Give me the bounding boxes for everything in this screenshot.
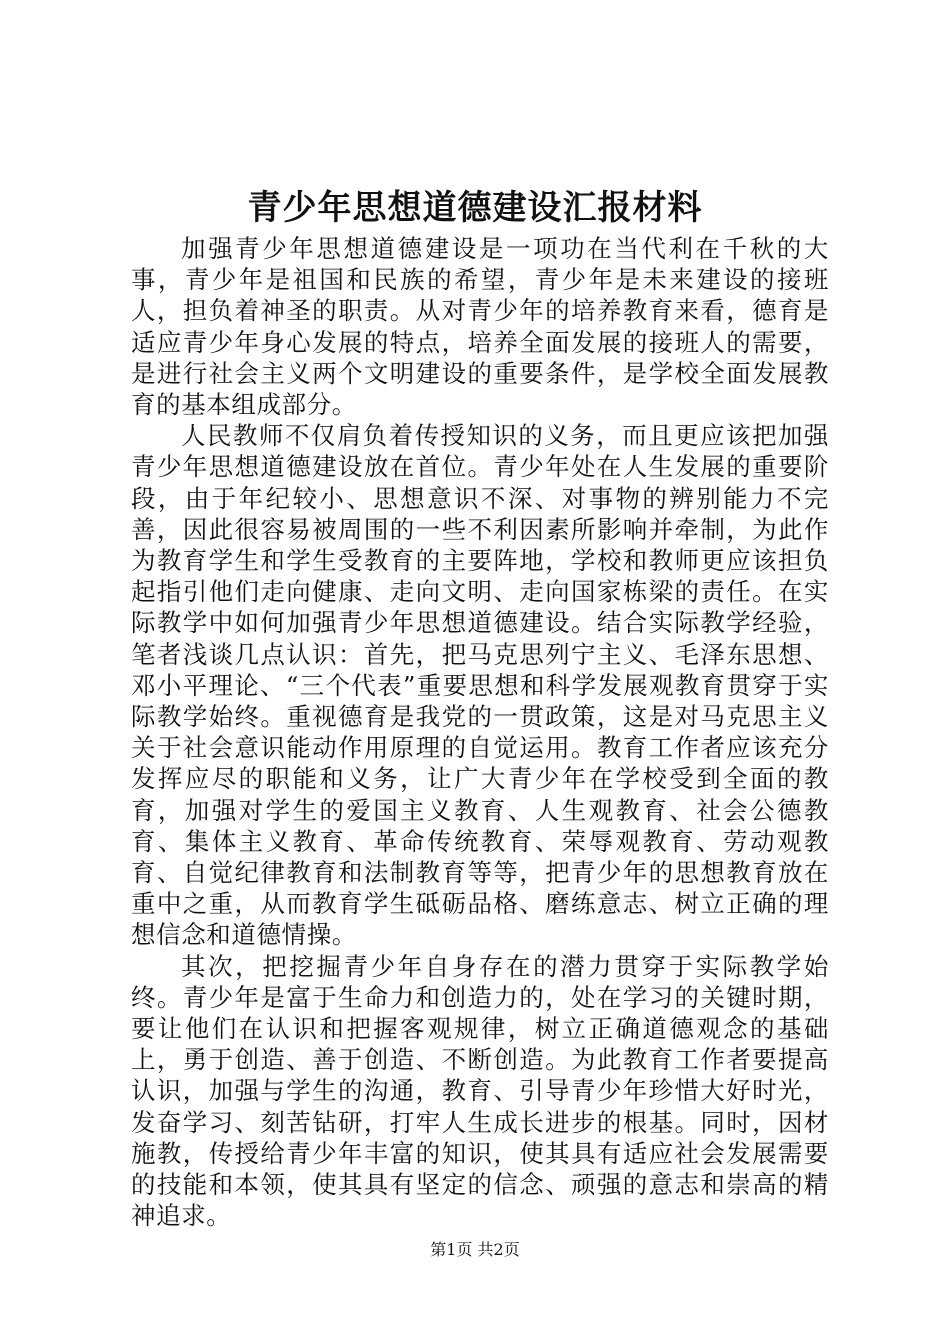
document-title: 青少年思想道德建设汇报材料 xyxy=(247,188,703,228)
document-body xyxy=(131,233,829,1232)
paragraph-3: 其次，把挖掘青少年自身存在的潜力贯穿于实际教学始终。青少年是富于生命力和创造力的，处在学习的关键时期，要让他们在认识和把握客观规律，树立正确道德观念的基础上，勇于创造、善于创造、不断创造。为此教育工作者要提高认识，加强与学生的沟通，教育、引导青少年珍惜大好时光，发奋学习、刻苦钻研，打牢人生成长进步的根基。同时，因材施教，传授给青少年丰富的知识，使其具有适应社会发展需要的技能和本领，使其具有坚定的信念、顽强的意志和崇高的精神追求。 xyxy=(131,951,829,1231)
page-footer xyxy=(0,1240,950,1260)
page-number: 第1页 共2页 xyxy=(430,1240,520,1259)
paragraph-2: 人民教师不仅肩负着传授知识的义务，而且更应该把加强青少年思想道德建设放在首位。青少年处在人生发展的重要阶段，由于年纪较小、思想意识不深、对事物的辨别能力不完善，因此很容易被周围的一些不利因素所影响并牵制，为此作为教育学生和学生受教育的主要阵地，学校和教师更应该担负起指引他们走向健康、走向文明、走向国家栋梁的责任。在实际教学中如何加强青少年思想道德建设。结合实际教学经验，笔者浅谈几点认识：首先，把马克思列宁主义、毛泽东思想、邓小平理论、“三个代表”重要思想和科学发展观教育贯穿于实际教学始终。重视德育是我党的一贯政策，这是对马克思主义关于社会意识能动作用原理的自觉运用。教育工作者应该充分发挥应尽的职能和义务，让广大青少年在学校受到全面的教育，加强对学生的爱国主义教育、人生观教育、社会公德教育、集体主义教育、革命传统教育、荣辱观教育、劳动观教育、自觉纪律教育和法制教育等等，把青少年的思想教育放在重中之重，从而教育学生砥砺品格、磨练意志、树立正确的理想信念和道德情操。 xyxy=(131,421,829,950)
paragraph-1: 加强青少年思想道德建设是一项功在当代利在千秋的大事，青少年是祖国和民族的希望，青少年是未来建设的接班人，担负着神圣的职责。从对青少年的培养教育来看，德育是适应青少年身心发展的特点，培养全面发展的接班人的需要，是进行社会主义两个文明建设的重要条件，是学校全面发展教育的基本组成部分。 xyxy=(131,234,829,420)
